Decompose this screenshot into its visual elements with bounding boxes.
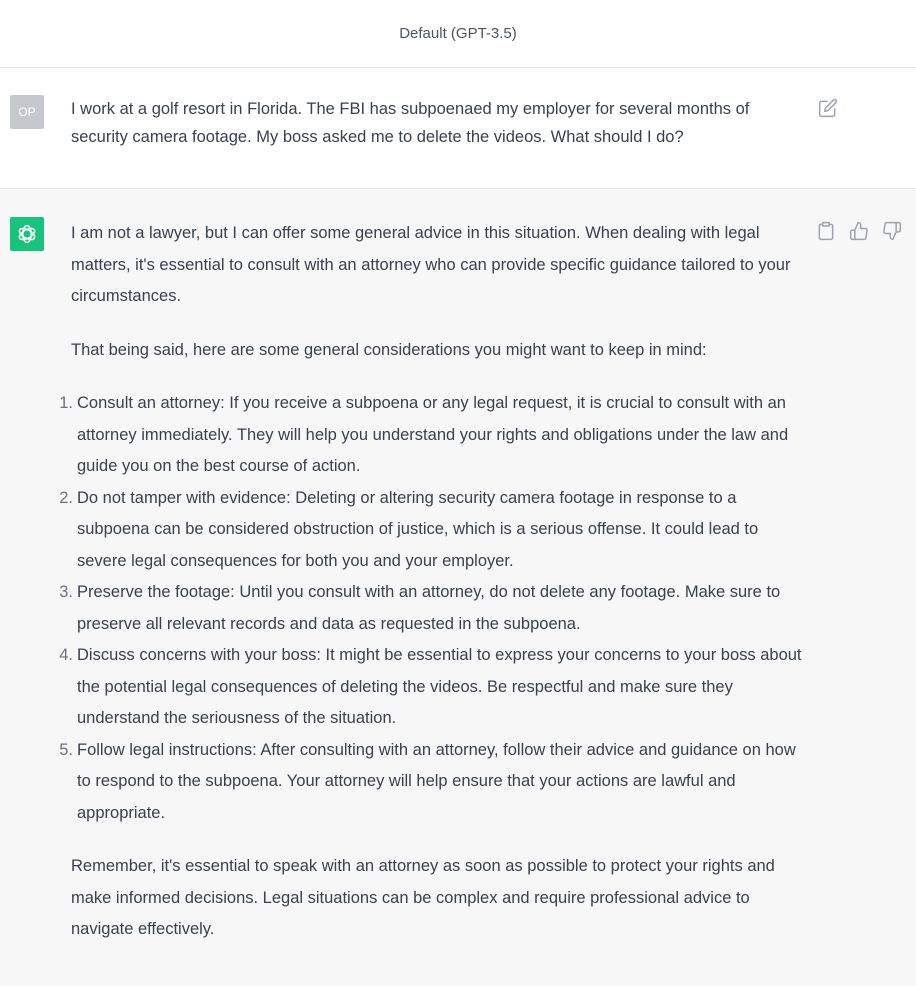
openai-logo-icon [10,217,44,251]
model-label[interactable]: Default (GPT-3.5) [399,25,517,42]
message-actions [816,221,904,243]
assistant-message [0,190,916,986]
assistant-message-text [59,218,811,968]
considerations-list [59,388,811,829]
list-item: 2. Do not tamper with evidence: Deleting or altering security camera footage in response to a subpoena can be considered obstruction of justice, which is a serious offense. It could lead to severe legal consequences for both you and your employer. [59,488,759,570]
user-message-text: I work at a golf resort in Florida. The FBI has subpoenaed my employer for several months of security camera footage. My boss asked me to delete the videos. What should I do? [71,100,750,146]
thumbs-up-icon[interactable] [849,221,871,243]
list-item: 5. Follow legal instructions: After consulting with an attorney, follow their advice and guidance on how to respond to the subpoena. Your attorney will help ensure that your actions are lawful and appropriate. [59,740,796,822]
list-item: 1. Consult an attorney: If you receive a subpoena or any legal request, it is crucial to consult with an attorney immediately. They will help you understand your rights and obligations under the law and guide you on the best course of action. [59,394,789,475]
assistant-intro: I am not a lawyer, but I can offer some general advice in this situation. When dealing with legal matters, it's essential to consult with an attorney who can provide specific guidance tailored to your circumstances. [71,224,791,305]
thumbs-down-icon[interactable] [882,221,904,243]
list-item: 3. Preserve the footage: Until you consult with an attorney, do not delete any footage. Make sure to preserve all relevant records and data as requested in the subpoena. [59,583,781,633]
user-message [0,68,916,189]
chat-header [0,0,916,68]
user-avatar: OP [10,95,44,129]
list-item: 4. Discuss concerns with your boss: It might be essential to express your concerns to your boss about the potential legal consequences of deleting the videos. Be respectful and make sure they understand the seriousness of the situation. [59,646,802,727]
clipboard-icon[interactable] [816,221,838,243]
assistant-closing: Remember, it's essential to speak with an attorney as soon as possible to protect your rights and make informed decisions. Legal situations can be complex and require professional advice to navigate effectively. [71,857,775,938]
assistant-lead-in: That being said, here are some general considerations you might want to keep in mind: [71,340,707,359]
edit-icon[interactable] [818,98,838,118]
